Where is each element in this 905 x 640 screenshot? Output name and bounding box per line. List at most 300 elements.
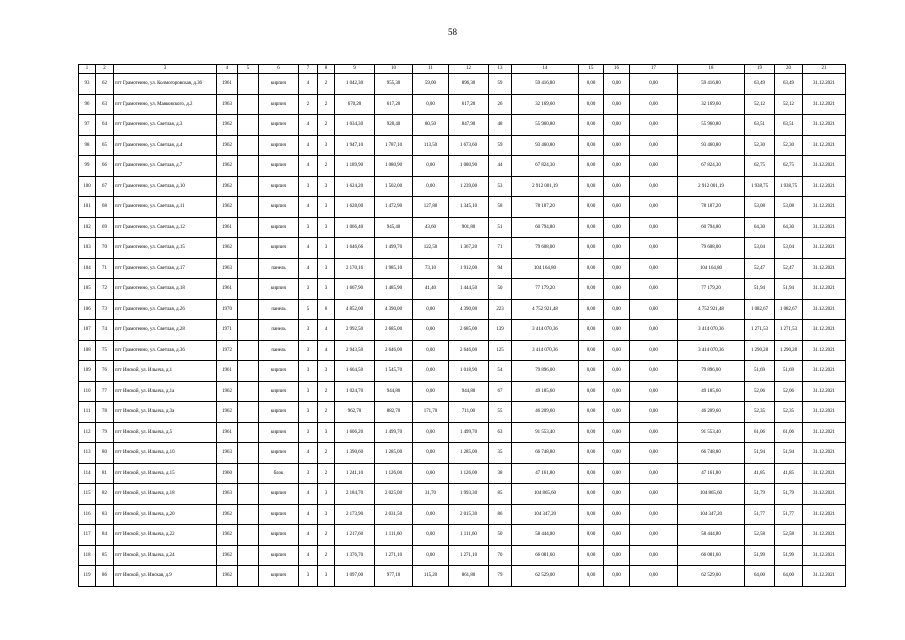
- table-cell: 0,00: [579, 361, 604, 382]
- table-row: [79, 176, 846, 197]
- address-cell: пгт Грамотеино, ул. Светлая, д.11: [114, 197, 217, 218]
- table-cell: кирпич: [259, 545, 299, 566]
- table-cell: 0,00: [604, 74, 630, 95]
- table-cell: 110: [79, 381, 96, 402]
- table-cell: 1 111,60: [449, 525, 489, 546]
- column-header: 16: [604, 65, 630, 74]
- table-cell: 1 499,70: [375, 422, 413, 443]
- table-cell: 0,00: [604, 340, 630, 361]
- table-cell: кирпич: [259, 402, 299, 423]
- table-cell: 61,06: [775, 422, 803, 443]
- table-cell: 3 414 070,36: [512, 340, 579, 361]
- table-cell: 3: [299, 422, 318, 443]
- header-row: [79, 65, 846, 74]
- table-cell: 2 170,16: [335, 258, 375, 279]
- table-cell: 86: [96, 566, 114, 587]
- table-cell: 31.12.2021: [803, 299, 846, 320]
- table-cell: 1971: [217, 320, 238, 341]
- table-cell: [238, 320, 259, 341]
- table-cell: 4 752 921,48: [678, 299, 745, 320]
- table-cell: 3: [299, 463, 318, 484]
- table-cell: 67: [489, 381, 512, 402]
- table-cell: 62 529,00: [678, 566, 745, 587]
- table-cell: 1 993,30: [449, 484, 489, 505]
- table-cell: 66 081,60: [678, 545, 745, 566]
- table-cell: 3: [318, 484, 335, 505]
- table-cell: 1 485,90: [375, 279, 413, 300]
- table-cell: 4 852,00: [335, 299, 375, 320]
- table-cell: 0,00: [579, 279, 604, 300]
- address-cell: пгт Инской, ул. Ильича, д.22: [114, 525, 217, 546]
- table-cell: 4 752 921,48: [512, 299, 579, 320]
- table-cell: 46 209,60: [678, 402, 745, 423]
- table-cell: 1 066,40: [335, 217, 375, 238]
- table-cell: 84: [96, 525, 114, 546]
- table-cell: 98: [79, 135, 96, 156]
- table-cell: 61,06: [745, 422, 775, 443]
- table-cell: 4: [299, 545, 318, 566]
- table-cell: 670,20: [335, 94, 375, 115]
- table-cell: 53,04: [775, 238, 803, 259]
- table-cell: 1 664,50: [335, 361, 375, 382]
- table-cell: 26: [489, 94, 512, 115]
- table-cell: 53: [489, 176, 512, 197]
- column-header: 17: [630, 65, 678, 74]
- table-cell: 0,00: [604, 320, 630, 341]
- address-cell: пгт Грамотеино, ул. Светлая, д.36: [114, 340, 217, 361]
- table-cell: 1962: [217, 525, 238, 546]
- table-cell: 0,00: [579, 545, 604, 566]
- table-row: [79, 340, 846, 361]
- table-cell: 46 209,60: [512, 402, 579, 423]
- table-body: [79, 65, 846, 587]
- table-cell: 4: [318, 320, 335, 341]
- table-row: [79, 443, 846, 464]
- table-cell: 66 748,80: [512, 443, 579, 464]
- table-cell: 3: [318, 422, 335, 443]
- table-cell: 3: [318, 217, 335, 238]
- table-cell: 81: [96, 463, 114, 484]
- table-cell: [238, 115, 259, 136]
- table-cell: 93 460,80: [678, 135, 745, 156]
- table-cell: 51,99: [745, 545, 775, 566]
- table-cell: 63: [96, 94, 114, 115]
- address-cell: пгт Грамотеино, ул. Светлая, д.4: [114, 135, 217, 156]
- table-cell: кирпич: [259, 156, 299, 177]
- table-cell: 104 347,20: [678, 504, 745, 525]
- table-row: [79, 361, 846, 382]
- table-cell: [238, 402, 259, 423]
- table-cell: [238, 504, 259, 525]
- table-cell: 49 185,60: [678, 381, 745, 402]
- table-cell: 31.12.2021: [803, 135, 846, 156]
- table-cell: 122,50: [413, 238, 449, 259]
- column-header: 7: [299, 65, 318, 74]
- table-cell: 52,47: [775, 258, 803, 279]
- table-cell: 0,00: [604, 299, 630, 320]
- table-cell: 32 169,60: [512, 94, 579, 115]
- table-cell: 1 502,00: [375, 176, 413, 197]
- table-cell: 0,00: [604, 566, 630, 587]
- table-cell: 59 416,80: [678, 74, 745, 95]
- table-cell: 0,00: [579, 320, 604, 341]
- table-cell: кирпич: [259, 504, 299, 525]
- table-cell: 31.12.2021: [803, 279, 846, 300]
- table-cell: 53,08: [745, 197, 775, 218]
- table-cell: 70: [489, 545, 512, 566]
- address-cell: пгт Грамотеино, ул. Светлая, д.12: [114, 217, 217, 238]
- table-cell: 0,00: [579, 94, 604, 115]
- table-cell: 4 390,00: [449, 299, 489, 320]
- table-cell: 115,20: [413, 566, 449, 587]
- address-cell: пгт Инской, ул. Ильича, д.20: [114, 504, 217, 525]
- table-cell: 1 947,10: [335, 135, 375, 156]
- table-cell: 118: [79, 545, 96, 566]
- table-cell: 0,00: [630, 135, 678, 156]
- table-cell: 955,30: [375, 74, 413, 95]
- column-header: 4: [217, 65, 238, 74]
- table-cell: 0,00: [413, 340, 449, 361]
- table-cell: 3: [318, 566, 335, 587]
- table-cell: 1 628,00: [335, 197, 375, 218]
- table-cell: 51: [489, 217, 512, 238]
- table-cell: 2: [318, 115, 335, 136]
- table-cell: 4: [318, 340, 335, 361]
- table-cell: 85: [96, 545, 114, 566]
- table-cell: 4: [299, 74, 318, 95]
- table-cell: 41,85: [775, 463, 803, 484]
- table-cell: 31.12.2021: [803, 94, 846, 115]
- table-cell: 52,30: [775, 135, 803, 156]
- column-header: 6: [259, 65, 299, 74]
- table-cell: 4: [299, 197, 318, 218]
- table-cell: 0,00: [413, 299, 449, 320]
- table-cell: 113,50: [413, 135, 449, 156]
- table-cell: 31,70: [413, 484, 449, 505]
- table-cell: 1963: [217, 258, 238, 279]
- table-cell: 74: [96, 320, 114, 341]
- table-cell: 79: [489, 566, 512, 587]
- table-cell: 51,77: [775, 504, 803, 525]
- table-cell: 83: [96, 504, 114, 525]
- table-cell: 31.12.2021: [803, 320, 846, 341]
- table-cell: 58 444,80: [678, 525, 745, 546]
- table-cell: 119: [79, 566, 96, 587]
- table-cell: 31.12.2021: [803, 217, 846, 238]
- table-cell: 106: [79, 299, 96, 320]
- table-cell: 1 271,53: [775, 320, 803, 341]
- table-cell: 52,58: [745, 525, 775, 546]
- table-cell: 0,00: [579, 340, 604, 361]
- table-row: [79, 94, 846, 115]
- table-cell: 0,00: [413, 176, 449, 197]
- table-cell: 2: [318, 463, 335, 484]
- table-cell: 0,00: [630, 299, 678, 320]
- table-cell: 107: [79, 320, 96, 341]
- table-cell: 1 126,00: [449, 463, 489, 484]
- table-row: [79, 525, 846, 546]
- table-cell: 0,00: [413, 545, 449, 566]
- table-row: [79, 279, 846, 300]
- table-cell: 1 189,90: [335, 156, 375, 177]
- table-cell: 1 667,90: [335, 279, 375, 300]
- table-cell: 1 787,10: [375, 135, 413, 156]
- table-cell: 51,77: [745, 504, 775, 525]
- table-cell: 0,00: [604, 504, 630, 525]
- column-header: 12: [449, 65, 489, 74]
- table-cell: 1 080,90: [375, 156, 413, 177]
- table-cell: 31.12.2021: [803, 566, 846, 587]
- column-header: 15: [579, 65, 604, 74]
- table-cell: 109: [79, 361, 96, 382]
- column-header: 14: [512, 65, 579, 74]
- table-cell: кирпич: [259, 484, 299, 505]
- table-cell: 0,00: [630, 94, 678, 115]
- table-cell: 112: [79, 422, 96, 443]
- table-cell: 4: [299, 238, 318, 259]
- table-cell: 1 080,90: [449, 156, 489, 177]
- table-cell: 3: [299, 176, 318, 197]
- table-cell: 114: [79, 463, 96, 484]
- table-cell: 1962: [217, 545, 238, 566]
- table-cell: 1 271,10: [375, 545, 413, 566]
- table-cell: 945,40: [375, 217, 413, 238]
- table-cell: кирпич: [259, 279, 299, 300]
- table-cell: 93 460,80: [512, 135, 579, 156]
- table-cell: 63,49: [745, 74, 775, 95]
- table-cell: 2 685,00: [449, 320, 489, 341]
- address-cell: пгт Инской, ул. Ильича, д.10: [114, 443, 217, 464]
- table-cell: 31.12.2021: [803, 422, 846, 443]
- table-cell: 4: [299, 484, 318, 505]
- table-cell: 2 646,00: [449, 340, 489, 361]
- table-cell: 0,00: [604, 443, 630, 464]
- table-cell: 139: [489, 320, 512, 341]
- table-cell: 0,00: [630, 156, 678, 177]
- address-cell: пгт Грамотеино, ул. Светлая, д.15: [114, 238, 217, 259]
- table-cell: 125: [489, 340, 512, 361]
- address-cell: пгт Инской, ул. Ильича, д.24: [114, 545, 217, 566]
- table-cell: 31.12.2021: [803, 238, 846, 259]
- table-cell: 73,10: [413, 258, 449, 279]
- table-cell: 2: [318, 74, 335, 95]
- table-cell: 77 179,20: [678, 279, 745, 300]
- table-cell: [238, 443, 259, 464]
- table-cell: 0,00: [579, 238, 604, 259]
- table-cell: 1 912,00: [449, 258, 489, 279]
- table-cell: 0,00: [413, 443, 449, 464]
- table-cell: 2 912 001,19: [678, 176, 745, 197]
- table-cell: 0,00: [604, 176, 630, 197]
- table-cell: 2 184,70: [335, 484, 375, 505]
- table-cell: 0,00: [630, 340, 678, 361]
- table-cell: 0,00: [413, 156, 449, 177]
- table-cell: 41,85: [745, 463, 775, 484]
- table-cell: 962,70: [335, 402, 375, 423]
- table-cell: 2: [318, 545, 335, 566]
- table-cell: 0,00: [630, 443, 678, 464]
- table-cell: 2 943,50: [335, 340, 375, 361]
- table-cell: 1 217,60: [335, 525, 375, 546]
- table-cell: 52,12: [745, 94, 775, 115]
- table-cell: [238, 361, 259, 382]
- table-cell: 3: [318, 197, 335, 218]
- table-cell: панель: [259, 340, 299, 361]
- table-cell: 3: [299, 320, 318, 341]
- table-row: [79, 566, 846, 587]
- table-cell: 2: [318, 525, 335, 546]
- table-cell: 59,00: [413, 74, 449, 95]
- table-cell: 0,00: [604, 545, 630, 566]
- table-cell: [238, 545, 259, 566]
- table-cell: 31.12.2021: [803, 525, 846, 546]
- table-cell: 54: [489, 361, 512, 382]
- table-cell: 0,00: [630, 381, 678, 402]
- table-row: [79, 299, 846, 320]
- table-cell: панель: [259, 320, 299, 341]
- address-cell: пгт Грамотеино, ул. Колмогоровская, д.36: [114, 74, 217, 95]
- table-cell: 44: [489, 156, 512, 177]
- table-cell: 0,00: [630, 320, 678, 341]
- column-header: 8: [318, 65, 335, 74]
- table-cell: 0,00: [630, 422, 678, 443]
- column-header: 19: [745, 65, 775, 74]
- table-cell: 0,00: [579, 525, 604, 546]
- table-cell: 0,00: [579, 197, 604, 218]
- table-cell: 1972: [217, 340, 238, 361]
- table-cell: 108: [79, 340, 96, 361]
- table-cell: 1 271,10: [449, 545, 489, 566]
- table-cell: 96: [79, 94, 96, 115]
- table-cell: 59 416,80: [512, 74, 579, 95]
- table-cell: 1 499,70: [449, 422, 489, 443]
- table-cell: 79 608,00: [512, 238, 579, 259]
- table-cell: 0,00: [604, 156, 630, 177]
- table-cell: 1 126,00: [375, 463, 413, 484]
- table-cell: 47 161,80: [678, 463, 745, 484]
- table-cell: [238, 381, 259, 402]
- table-cell: 0,00: [604, 402, 630, 423]
- table-cell: 1 082,67: [775, 299, 803, 320]
- table-cell: 31.12.2021: [803, 197, 846, 218]
- table-cell: 1 444,50: [449, 279, 489, 300]
- table-cell: 63,51: [745, 115, 775, 136]
- table-row: [79, 115, 846, 136]
- table-cell: 43,60: [413, 217, 449, 238]
- table-cell: 0,00: [579, 443, 604, 464]
- table-cell: 82: [96, 484, 114, 505]
- table-cell: панель: [259, 299, 299, 320]
- table-cell: 67: [96, 176, 114, 197]
- table-cell: 79: [96, 422, 114, 443]
- table-cell: 1960: [217, 463, 238, 484]
- table-cell: 3: [299, 217, 318, 238]
- table-cell: 31.12.2021: [803, 176, 846, 197]
- table-cell: кирпич: [259, 525, 299, 546]
- table-cell: 1 290,28: [775, 340, 803, 361]
- table-cell: 103: [79, 238, 96, 259]
- table-cell: 3 414 070,36: [678, 320, 745, 341]
- table-row: [79, 463, 846, 484]
- table-cell: 0,00: [413, 463, 449, 484]
- table-cell: 0,00: [579, 566, 604, 587]
- table-cell: 0,00: [604, 258, 630, 279]
- table-cell: 31.12.2021: [803, 545, 846, 566]
- table-cell: 51,69: [745, 361, 775, 382]
- table-cell: кирпич: [259, 238, 299, 259]
- table-cell: 1961: [217, 74, 238, 95]
- table-cell: [238, 299, 259, 320]
- table-cell: 0,00: [413, 320, 449, 341]
- table-cell: 58: [489, 197, 512, 218]
- table-row: [79, 74, 846, 95]
- table-cell: 0,00: [413, 361, 449, 382]
- table-cell: 127,80: [413, 197, 449, 218]
- table-cell: [238, 176, 259, 197]
- table-cell: 3: [318, 135, 335, 156]
- table-cell: 0,00: [630, 238, 678, 259]
- table-cell: 53,04: [745, 238, 775, 259]
- table-cell: [238, 217, 259, 238]
- table-cell: 944,80: [449, 381, 489, 402]
- table-cell: [238, 197, 259, 218]
- table-cell: 0,00: [579, 402, 604, 423]
- table-cell: 1963: [217, 443, 238, 464]
- table-cell: 0,00: [413, 525, 449, 546]
- table-cell: 0,00: [630, 463, 678, 484]
- table-cell: кирпич: [259, 197, 299, 218]
- table-cell: 2 992,50: [335, 320, 375, 341]
- table-cell: 69: [96, 217, 114, 238]
- table-cell: 66 081,60: [512, 545, 579, 566]
- table-cell: 64,00: [775, 566, 803, 587]
- table-cell: кирпич: [259, 176, 299, 197]
- table-cell: 3: [299, 361, 318, 382]
- table-cell: 0,00: [604, 422, 630, 443]
- table-cell: 50: [489, 525, 512, 546]
- table-cell: 1 390,60: [335, 443, 375, 464]
- table-cell: 0,00: [579, 381, 604, 402]
- column-header: 11: [413, 65, 449, 74]
- address-cell: пгт Инской, ул. Ильича, д.15: [114, 463, 217, 484]
- table-cell: 0,00: [604, 279, 630, 300]
- table-cell: 31.12.2021: [803, 443, 846, 464]
- table-cell: 68: [96, 197, 114, 218]
- table-cell: 51,69: [775, 361, 803, 382]
- table-cell: [238, 94, 259, 115]
- table-row: [79, 402, 846, 423]
- table-cell: 1962: [217, 135, 238, 156]
- table-cell: 0,00: [604, 115, 630, 136]
- table-cell: 1 042,30: [335, 74, 375, 95]
- table-cell: 62,75: [775, 156, 803, 177]
- table-cell: кирпич: [259, 135, 299, 156]
- table-cell: 882,70: [375, 402, 413, 423]
- table-cell: 75: [96, 340, 114, 361]
- table-cell: 72: [96, 279, 114, 300]
- table-cell: 0,00: [630, 176, 678, 197]
- table-cell: 2 685,00: [375, 320, 413, 341]
- table-cell: 3: [299, 340, 318, 361]
- table-cell: 80: [96, 443, 114, 464]
- address-cell: пгт Инской, ул. Ильича, д.3а: [114, 402, 217, 423]
- table-cell: 617,20: [449, 94, 489, 115]
- table-cell: 3 414 070,36: [678, 340, 745, 361]
- table-cell: 49 185,60: [512, 381, 579, 402]
- table-cell: 3: [318, 279, 335, 300]
- page-number: 58: [448, 27, 457, 37]
- table-cell: 0,00: [604, 525, 630, 546]
